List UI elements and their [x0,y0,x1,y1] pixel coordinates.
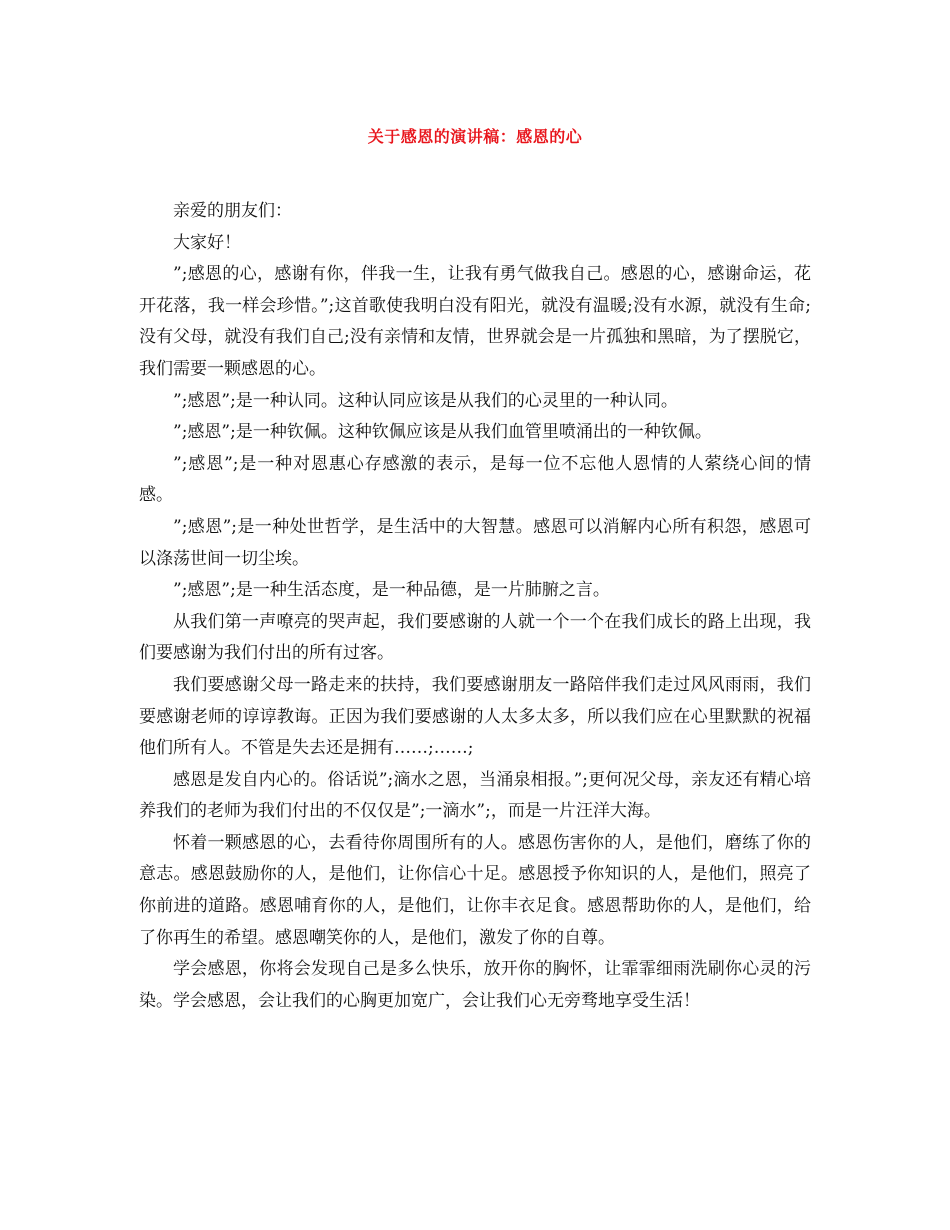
document-body [139,196,811,1017]
paragraph: ”;感恩”;是一种生活态度，是一种品德，是一片肺腑之言。 [173,580,610,601]
paragraph: ”;感恩”;是一种处世哲学，是生活中的大智慧。感恩可以消解内心所有积怨，感恩可以涤荡世间一切尘埃。 [139,516,811,569]
paragraph: 怀着一颗感恩的心，去看待你周围所有的人。感恩伤害你的人，是他们，磨练了你的意志。感恩鼓励你的人，是他们，让你信心十足。感恩授予你知识的人，是他们，照亮了你前进的道路。感恩哺育你的人，是他们，让你丰衣足食。感恩帮助你的人，是他们，给了你再生的希望。感恩嘲笑你的人，是他们，激发了你的自尊。 [139,832,811,948]
paragraph: 感恩是发自内心的。俗话说”;滴水之恩，当涌泉相报。”;更何况父母，亲友还有精心培养我们的老师为我们付出的不仅仅是”;一滴水”;，而是一片汪洋大海。 [139,769,811,822]
paragraph: 从我们第一声嘹亮的哭声起，我们要感谢的人就一个一个在我们成长的路上出现，我们要感谢为我们付出的所有过客。 [139,611,811,664]
paragraph: ”;感恩”;是一种认同。这种认同应该是从我们的心灵里的一种认同。 [173,390,678,411]
paragraph: 学会感恩，你将会发现自己是多么快乐，放开你的胸怀，让霏霏细雨洗刷你心灵的污染。学会感恩，会让我们的心胸更加宽广，会让我们心无旁骛地享受生活！ [139,959,811,1011]
paragraph: ”;感恩”;是一种钦佩。这种钦佩应该是从我们血管里喷涌出的一种钦佩。 [173,422,712,443]
paragraph: ”;感恩”;是一种对恩惠心存感激的表示，是每一位不忘他人恩情的人萦绕心间的情感。 [139,453,811,506]
document-title: 关于感恩的演讲稿：感恩的心 [367,127,583,146]
paragraph-hello: 大家好！ [173,232,241,253]
paragraph-greeting: 亲爱的朋友们： [173,201,292,221]
paragraph: ”;感恩的心，感谢有你，伴我一生，让我有勇气做我自己。感恩的心，感谢命运，花开花落，我一样会珍惜。”;这首歌使我明白没有阳光，就没有温暖;没有水源，就没有生命;没有父母，就没有我们自己;没有亲情和友情，世界就会是一片孤独和黑暗，为了摆脱它，我们需要一颗感恩的心。 [139,264,811,379]
paragraph: 我们要感谢父母一路走来的扶持，我们要感谢朋友一路陪伴我们走过风风雨雨，我们要感谢老师的谆谆教诲。正因为我们要感谢的人太多太多，所以我们应在心里默默的祝福他们所有人。不管是失去还是拥有……;……; [139,674,811,759]
